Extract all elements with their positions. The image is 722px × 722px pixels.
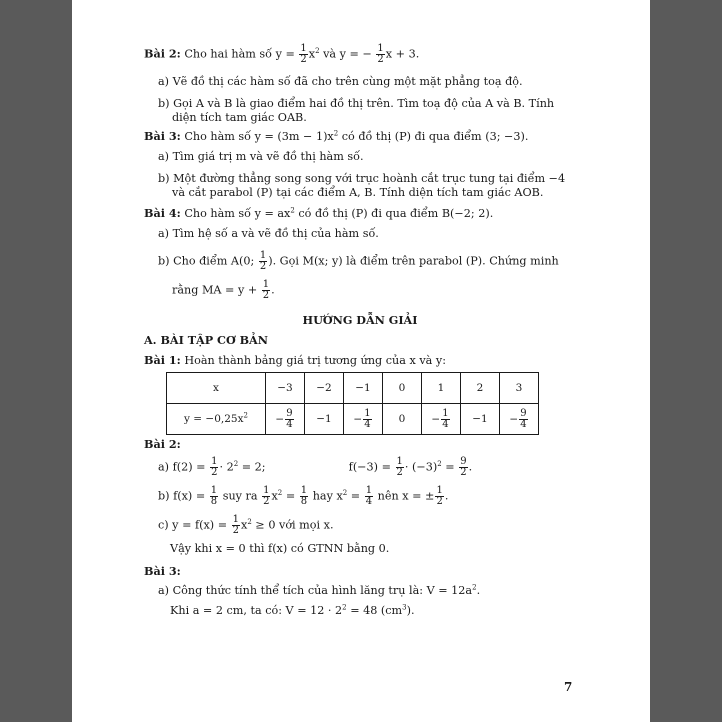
sol2-part-b <box>144 486 576 507</box>
text: = <box>445 460 455 474</box>
bai2-statement <box>144 44 576 65</box>
sol3-title: Bài 3: <box>144 564 181 578</box>
text: b) Cho điểm A(0; <box>158 254 255 268</box>
fraction <box>396 457 404 478</box>
frac-num: 1 <box>210 485 218 496</box>
fraction <box>210 457 218 478</box>
frac-den: 2 <box>259 261 267 272</box>
bai3-title: Bài 3: <box>144 129 181 143</box>
frac-num: 1 <box>262 279 270 290</box>
superscript: 2 <box>342 488 348 497</box>
table-cell <box>344 404 383 435</box>
superscript: 2 <box>472 583 477 592</box>
frac-den: 4 <box>286 418 293 430</box>
superscript: 2 <box>243 411 248 420</box>
text: . <box>444 489 449 503</box>
superscript: 2 <box>342 603 347 612</box>
table-cell: −2 <box>305 373 344 404</box>
text: f(−3) = <box>348 460 391 474</box>
sol2-title: Bài 2: <box>144 437 181 451</box>
bai2-part-a: a) Vẽ đồ thị các hàm số đã cho trên cùng một mặt phẳng toạ độ. <box>158 75 523 88</box>
table-cell <box>422 404 461 435</box>
bai2-part-b-line1: b) Gọi A và B là giao điểm hai đồ thị trên. Tìm toạ độ của A và B. Tính <box>158 97 555 110</box>
frac-num: 9 <box>520 407 527 419</box>
sol3-part-a-line2 <box>144 604 576 618</box>
text: . <box>468 460 473 474</box>
frac-den: 8 <box>210 496 218 507</box>
table-cell: −1 <box>344 373 383 404</box>
table-cell: 1 <box>422 373 461 404</box>
page-content <box>144 44 576 618</box>
fraction <box>210 486 218 507</box>
sol2-part-a <box>144 457 576 478</box>
bai2-title: Bài 2: <box>144 46 181 61</box>
text: hay x <box>312 489 343 503</box>
right-margin-bar <box>650 0 722 722</box>
bai4-part-b <box>144 251 576 272</box>
text: nên x = ± <box>377 489 435 503</box>
text: · 2 <box>219 460 234 474</box>
text: x <box>241 518 248 532</box>
frac-num: 1 <box>211 456 218 467</box>
text: = 2; <box>241 460 266 474</box>
text: ≥ 0 với mọi x. <box>255 518 334 532</box>
text: a) Công thức tính thể tích của hình lăng trụ là: V = 12a <box>158 584 473 597</box>
text: = <box>285 489 296 503</box>
text: . <box>271 283 275 297</box>
frac-num: 1 <box>300 485 308 496</box>
table-cell: −1 <box>461 404 500 435</box>
table-cell: 0 <box>383 373 422 404</box>
text: Cho hai hàm số y = <box>184 47 295 61</box>
section-heading: A. BÀI TẬP CƠ BẢN <box>144 333 268 347</box>
table-header-cell <box>167 404 266 435</box>
frac-num: 1 <box>436 485 443 496</box>
table-row <box>167 373 539 404</box>
fraction <box>259 251 267 272</box>
frac-num: 1 <box>365 485 373 496</box>
frac-num: 1 <box>263 485 270 496</box>
bai3-part-b-line2: và cắt parabol (P) tại các điểm A, B. Tính diện tích tam giác AOB. <box>172 186 544 199</box>
bai4-part-a: a) Tìm hệ số a và vẽ đồ thị của hàm số. <box>158 227 379 240</box>
text: y = −0,25x <box>184 413 244 425</box>
text: a) f(2) = <box>158 460 206 474</box>
frac-num: 1 <box>364 407 371 419</box>
frac-den: 2 <box>377 54 384 65</box>
superscript: 3 <box>402 603 407 612</box>
frac-num: 1 <box>259 250 267 261</box>
fraction <box>459 457 467 478</box>
frac-den: 2 <box>300 54 307 65</box>
text: suy ra <box>222 489 258 503</box>
superscript: 2 <box>333 129 339 138</box>
text: c) y = f(x) = <box>158 518 228 532</box>
text: . <box>476 584 481 597</box>
text: − <box>509 413 519 425</box>
fraction <box>363 409 371 430</box>
text: ). Gọi M(x; y) là điểm trên parabol (P). Chứng minh <box>268 254 559 268</box>
frac-den: 4 <box>520 418 527 430</box>
frac-den: 8 <box>300 496 308 507</box>
frac-den: 2 <box>436 496 443 507</box>
table-cell: −1 <box>305 404 344 435</box>
guide-title: HƯỚNG DẪN GIẢI <box>302 313 418 327</box>
text: có đồ thị (P) đi qua điểm B(−2; 2). <box>298 207 494 220</box>
superscript: 2 <box>437 459 442 468</box>
frac-num: 1 <box>300 43 307 54</box>
table-cell <box>266 404 305 435</box>
text: ). <box>406 604 415 617</box>
text: Khi a = 2 cm, ta có: V = 12 · 2 <box>170 604 343 617</box>
table-cell: −3 <box>266 373 305 404</box>
frac-num: 1 <box>377 43 384 54</box>
frac-den: 2 <box>460 467 467 478</box>
fraction <box>285 409 293 430</box>
text: − <box>275 413 285 425</box>
bai3-part-b-line1: b) Một đường thẳng song song với trục hoành cắt trục tung tại điểm −4 <box>158 172 566 185</box>
bai3-part-a: a) Tìm giá trị m và vẽ đồ thị hàm số. <box>158 150 364 163</box>
frac-den: 2 <box>211 467 218 478</box>
bai3-statement <box>144 129 576 144</box>
bai2-part-b-line2: diện tích tam giác OAB. <box>172 111 307 124</box>
bai4-part-b-line2 <box>144 280 576 301</box>
text: x <box>271 489 278 503</box>
frac-den: 2 <box>232 525 240 536</box>
sol3-part-a <box>144 584 576 598</box>
superscript: 2 <box>233 459 239 468</box>
superscript: 2 <box>315 46 320 55</box>
document-page <box>112 0 604 722</box>
frac-den: 4 <box>364 418 371 430</box>
text: · (−3) <box>404 460 438 474</box>
text: − <box>431 413 441 425</box>
frac-num: 9 <box>460 456 467 467</box>
fraction <box>232 515 240 536</box>
table-cell <box>500 404 539 435</box>
left-margin-bar <box>0 0 72 722</box>
fraction <box>519 409 527 430</box>
text: = 48 (cm <box>350 604 403 617</box>
fraction <box>300 486 308 507</box>
frac-num: 1 <box>232 514 240 525</box>
frac-num: 1 <box>396 456 403 467</box>
fraction <box>365 486 373 507</box>
sol2-part-c <box>144 515 576 536</box>
table-cell: 0 <box>383 404 422 435</box>
text: Hoàn thành bảng giá trị tương ứng của x và y: <box>184 354 446 367</box>
frac-den: 2 <box>263 496 270 507</box>
frac-num: 9 <box>286 407 293 419</box>
frac-num: 1 <box>442 407 449 419</box>
text: và y = − <box>323 47 372 61</box>
frac-den: 2 <box>262 290 270 301</box>
fraction <box>435 486 443 507</box>
table-header-cell: x <box>167 373 266 404</box>
text: b) f(x) = <box>158 489 206 503</box>
sol2-conclusion: Vậy khi x = 0 thì f(x) có GTNN bằng 0. <box>170 542 390 555</box>
text: Cho hàm số y = ax <box>184 207 291 220</box>
text: = <box>350 489 361 503</box>
sol1-title: Bài 1: <box>144 353 181 367</box>
value-table <box>166 372 539 435</box>
sol1-statement <box>144 353 576 368</box>
text: có đồ thị (P) đi qua điểm (3; −3). <box>341 130 529 143</box>
page-number: 7 <box>564 680 573 694</box>
fraction <box>376 44 384 65</box>
text: rằng MA = y + <box>172 283 258 297</box>
fraction <box>441 409 449 430</box>
fraction <box>299 44 307 65</box>
superscript: 2 <box>247 517 252 526</box>
frac-den: 2 <box>396 467 403 478</box>
fraction <box>262 280 270 301</box>
text: x + 3. <box>385 47 420 61</box>
table-cell: 3 <box>500 373 539 404</box>
fraction <box>262 486 270 507</box>
superscript: 2 <box>277 488 283 497</box>
bai4-title: Bài 4: <box>144 206 181 220</box>
frac-den: 4 <box>365 496 373 507</box>
bai4-statement <box>144 206 576 221</box>
table-row <box>167 404 539 435</box>
frac-den: 4 <box>442 418 449 430</box>
table-cell: 2 <box>461 373 500 404</box>
text: x <box>308 47 316 61</box>
superscript: 2 <box>290 206 295 215</box>
text: − <box>353 413 363 425</box>
text: Cho hàm số y = (3m − 1)x <box>184 130 334 143</box>
